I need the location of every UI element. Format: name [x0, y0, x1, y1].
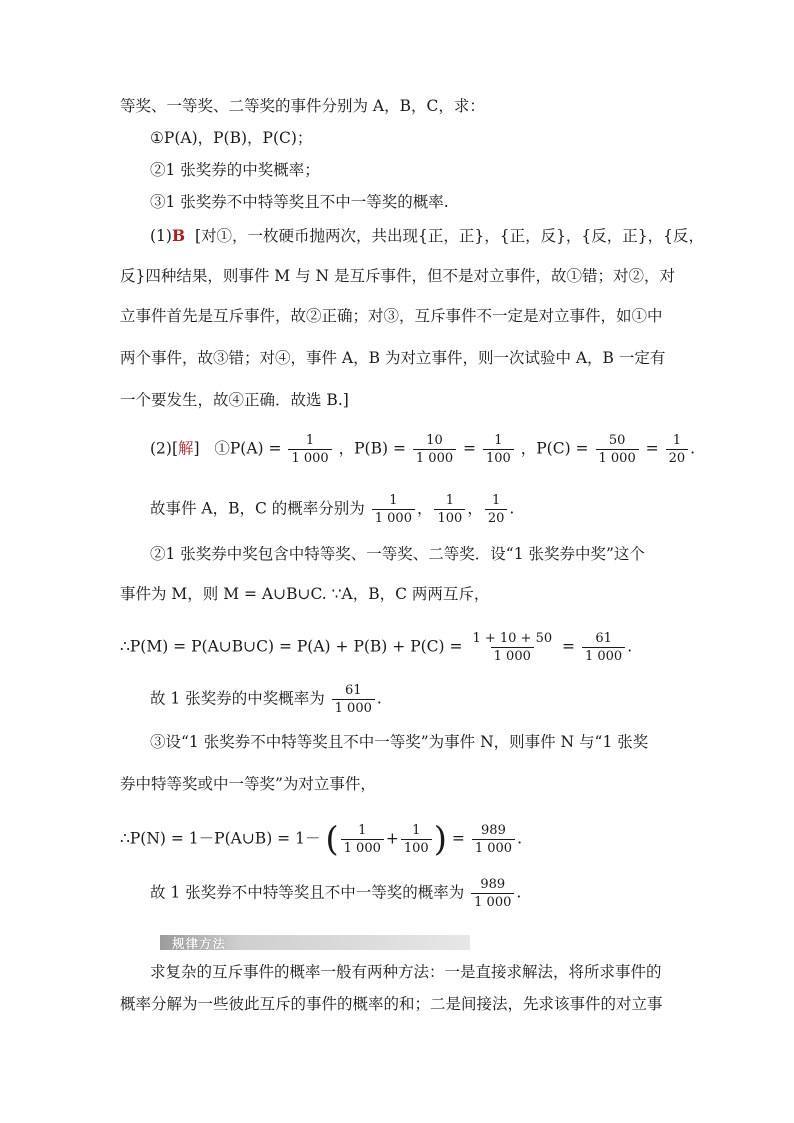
fraction: $\frac{61}{1 000}$ [332, 682, 375, 717]
fraction: $\frac{1}{100}$ [401, 822, 432, 857]
equation-text: ∴P(M) = P(A∪B∪C) = P(A) + P(B) + P(C) = [120, 637, 463, 656]
fraction: $\frac{1}{1 000}$ [341, 822, 384, 857]
right-paren: ) [433, 819, 447, 860]
conclusion-text: 故事件 A，B，C 的概率分别为 [150, 499, 365, 518]
part2-p2-equation: ∴P(M) = P(A∪B∪C) = P(A) + P(B) + P(C) = $\frac{1 + 10 + 50}{1 000}$ = $\frac{61}{1 000}$ . [120, 631, 633, 664]
equals-sign: = [463, 439, 477, 458]
solution-marker: 解 [178, 439, 194, 458]
part2-p1-equation: (2)[解] ①P(A) = $\frac{1}{1 000}$ ，P(B) = $\frac{10}{1 000}$ = $\frac{1}{100}$ ，P(C) = $\frac{50}{1 000}$ = $\frac{1}{20}$ . [150, 433, 696, 466]
fraction: $\frac{989}{1 000}$ [471, 876, 514, 911]
equation-text: ∴P(N) = 1－P(A∪B) = 1－ [120, 829, 321, 848]
fraction: $\frac{1}{100}$ [434, 492, 465, 527]
part2-p3-conclusion: 故 1 张奖券不中特等奖且不中一等奖的概率为 $\frac{989}{1 000}$ . [150, 877, 522, 910]
fraction: $\frac{1}{1 000}$ [372, 492, 415, 527]
equals-sign: = [451, 829, 465, 848]
part2-p3-equation: ∴P(N) = 1－P(A∪B) = 1－ ( $\frac{1}{1 000}$ + $\frac{1}{100}$ ) = $\frac{989}{1 000}$ . [120, 819, 522, 860]
part1-line-5: 一个要发生，故④正确．故选 B.] [120, 391, 349, 409]
fraction: $\frac{10}{1 000}$ [413, 432, 456, 467]
part1-line-3: 立事件首先是互斥事件，故②正确；对③，互斥事件不一定是对立事件，如①中 [120, 307, 663, 325]
part1-line-4: 两个事件，故③错；对④，事件 A，B 为对立事件，则一次试验中 A，B 一定有 [120, 349, 666, 367]
equation-text: ，P(C) = [520, 439, 589, 458]
conclusion-text: 故 1 张奖券不中特等奖且不中一等奖的概率为 [150, 883, 465, 902]
part2-p3-line-1: ③设“1 张奖券不中特等奖且不中一等奖”为事件 N，则事件 N 与“1 张奖 [150, 733, 649, 751]
part1-text: [对①，一枚硬币抛两次，共出现{正，正}，{正，反}，{反，正}，{反， [194, 227, 705, 245]
equals-sign: = [562, 637, 576, 656]
fraction: $\frac{1 + 10 + 50}{1 000}$ [472, 631, 553, 664]
method-banner [160, 935, 470, 950]
method-banner-title: 规律方法 [172, 936, 227, 951]
equation-text: ，P(B) = [338, 439, 406, 458]
part2-p3-line-2: 券中特等奖或中一等奖”为对立事件， [120, 775, 376, 793]
equals-sign: = [645, 439, 659, 458]
question-item-3: ③1 张奖券不中特等奖且不中一等奖的概率. [150, 193, 449, 211]
fraction: $\frac{1}{1 000}$ [288, 432, 331, 467]
equation-text: ①P(A) = [214, 439, 282, 458]
method-line-1: 求复杂的互斥事件的概率一般有两种方法：一是直接求解法，将所求事件的 [150, 963, 662, 981]
part2-p2-line-2: 事件为 M，则 M = A∪B∪C. ∵A，B，C 两两互斥， [120, 585, 490, 603]
fraction: $\frac{1}{100}$ [483, 432, 514, 467]
fraction: $\frac{1}{20}$ [485, 492, 508, 527]
fraction: $\frac{1}{20}$ [666, 432, 689, 467]
part2-label-close: ] [193, 439, 200, 458]
intro-line: 等奖、一等奖、二等奖的事件分别为 A，B，C，求： [120, 97, 485, 115]
part1-answer: B [171, 226, 186, 245]
question-item-1: ①P(A)，P(B)，P(C)； [150, 129, 313, 147]
question-item-2: ②1 张奖券的中奖概率； [150, 161, 320, 179]
part2-p2-conclusion: 故 1 张奖券的中奖概率为 $\frac{61}{1 000}$ . [150, 683, 382, 716]
plus-sign: + [385, 829, 399, 848]
method-line-2: 概率分解为一些彼此互斥的事件的概率的和；二是间接法，先求该事件的对立事 [120, 995, 663, 1013]
conclusion-text: 故 1 张奖券的中奖概率为 [150, 689, 325, 708]
part1-label: (1) [150, 227, 172, 245]
part2-p2-line-1: ②1 张奖券中奖包含中特等奖、一等奖、二等奖．设“1 张奖券中奖”这个 [150, 545, 645, 563]
part1-line-2: 反}四种结果，则事件 M 与 N 是互斥事件，但不是对立事件，故①错；对②，对 [120, 267, 676, 285]
fraction: $\frac{989}{1 000}$ [472, 822, 515, 857]
part2-label: (2)[ [150, 439, 179, 458]
left-paren: ( [325, 819, 339, 860]
part1-first-line [150, 226, 704, 246]
part2-p1-conclusion: 故事件 A，B，C 的概率分别为 $\frac{1}{1 000}$ ， $\frac{1}{100}$ ， $\frac{1}{20}$ . [150, 493, 515, 526]
fraction: $\frac{61}{1 000}$ [582, 630, 625, 665]
fraction: $\frac{50}{1 000}$ [596, 432, 639, 467]
